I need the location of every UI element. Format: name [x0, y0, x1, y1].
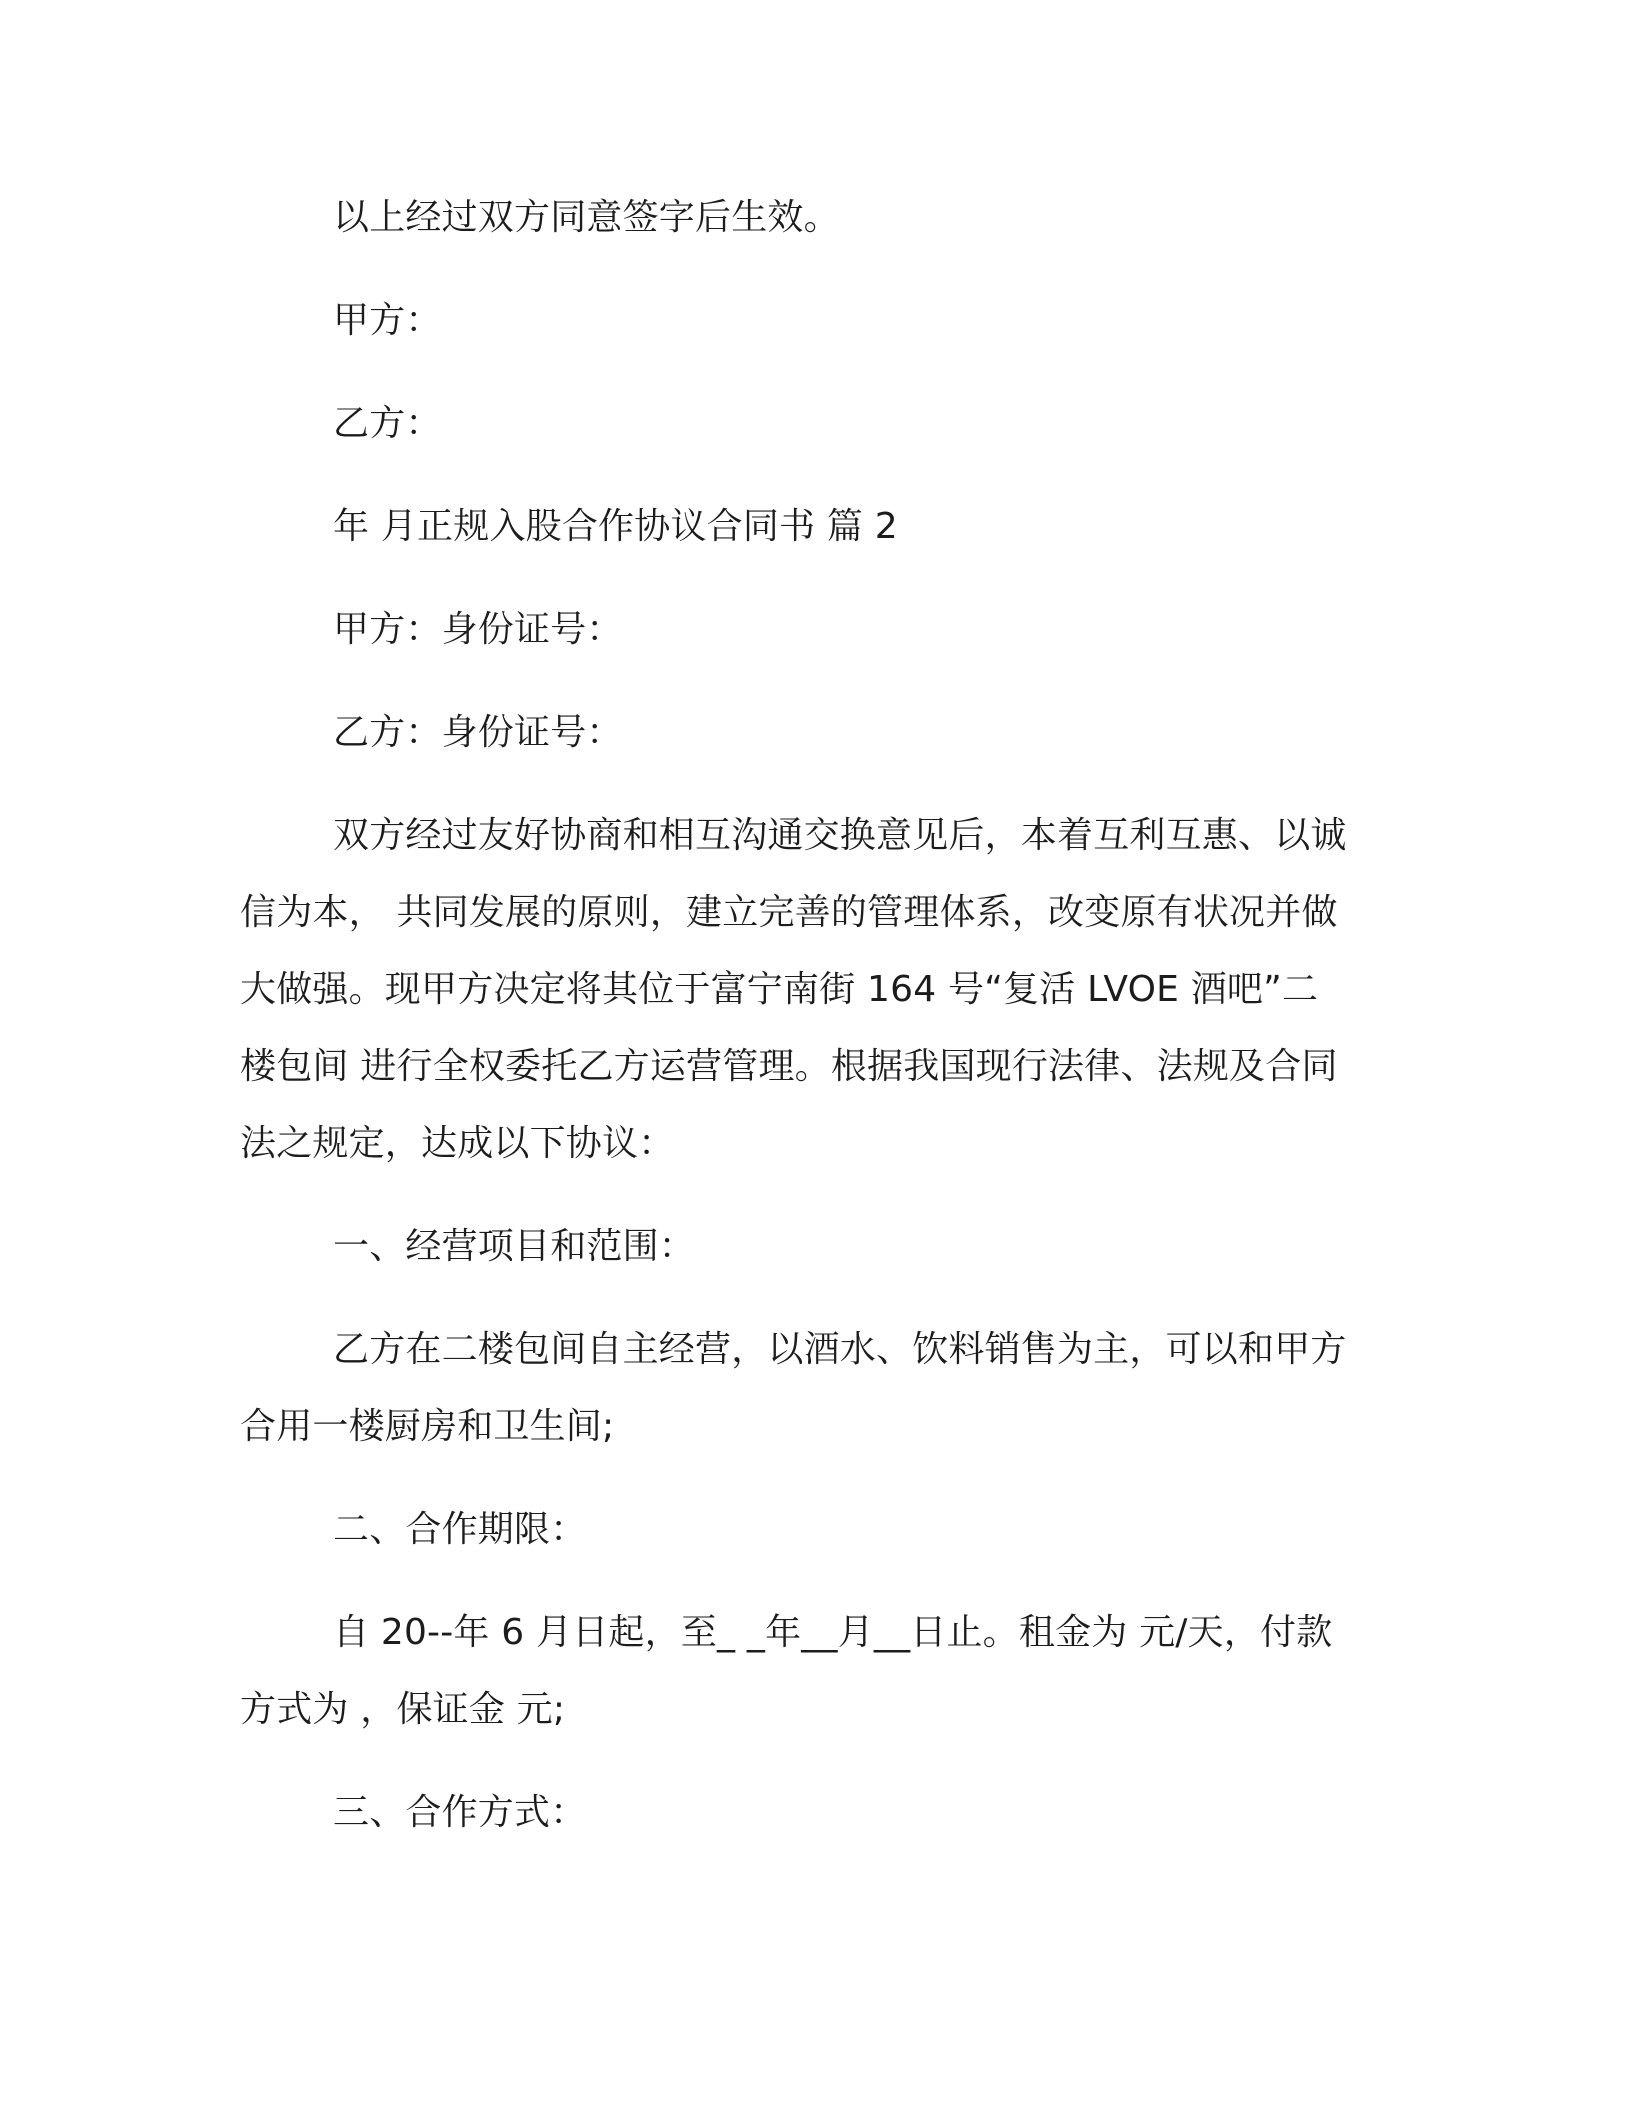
paragraph-line: 合用一楼厨房和卫生间;	[240, 1406, 615, 1447]
paragraph-line: 法之规定，达成以下协议：	[240, 1123, 675, 1164]
paragraph-line: 年 月正规入股合作协议合同书 篇 2	[333, 506, 898, 547]
party-b-signature	[240, 385, 1372, 462]
paragraph-line: 乙方在二楼包间自主经营，以酒水、饮料销售为主，可以和甲方	[333, 1329, 1347, 1370]
section-2-body	[240, 1594, 1372, 1748]
paragraph-line: 二、合作期限：	[333, 1509, 587, 1550]
paragraph-line: 甲方：身份证号：	[333, 609, 623, 650]
agreement-title	[240, 488, 1372, 565]
paragraph-line: 方式为 ，保证金 元;	[240, 1689, 566, 1730]
party-a-signature	[240, 282, 1372, 359]
paragraph-line: 信为本， 共同发展的原则，建立完善的管理体系，改变原有状况并做	[240, 892, 1338, 933]
paragraph-line: 三、合作方式：	[333, 1792, 587, 1833]
paragraph-line: 楼包间 进行全权委托乙方运营管理。根据我国现行法律、法规及合同	[240, 1046, 1338, 1087]
paragraph-line: 甲方：	[333, 300, 442, 341]
paragraph-line: 一、经营项目和范围：	[333, 1226, 696, 1267]
preamble-paragraph	[240, 797, 1372, 1182]
paragraph-line: 双方经过友好协商和相互沟通交换意见后，本着互利互惠、以诚	[333, 815, 1347, 856]
paragraph-line: 大做强。现甲方决定将其位于富宁南街 164 号“复活 LVOE 酒吧”二	[240, 969, 1319, 1010]
section-2-heading	[240, 1491, 1372, 1568]
effective-clause	[240, 179, 1372, 256]
section-1-heading	[240, 1208, 1372, 1285]
paragraph-line: 自 20--年 6 月日起，至_ _年__月__日止。租金为 元/天，付款	[333, 1612, 1333, 1653]
paragraph-line: 乙方：	[333, 403, 442, 444]
paragraph-line: 乙方：身份证号：	[333, 712, 623, 753]
party-b-id	[240, 694, 1372, 771]
section-1-body	[240, 1311, 1372, 1465]
paragraph-line: 以上经过双方同意签字后生效。	[333, 197, 840, 238]
section-3-heading	[240, 1774, 1372, 1851]
party-a-id	[240, 591, 1372, 668]
